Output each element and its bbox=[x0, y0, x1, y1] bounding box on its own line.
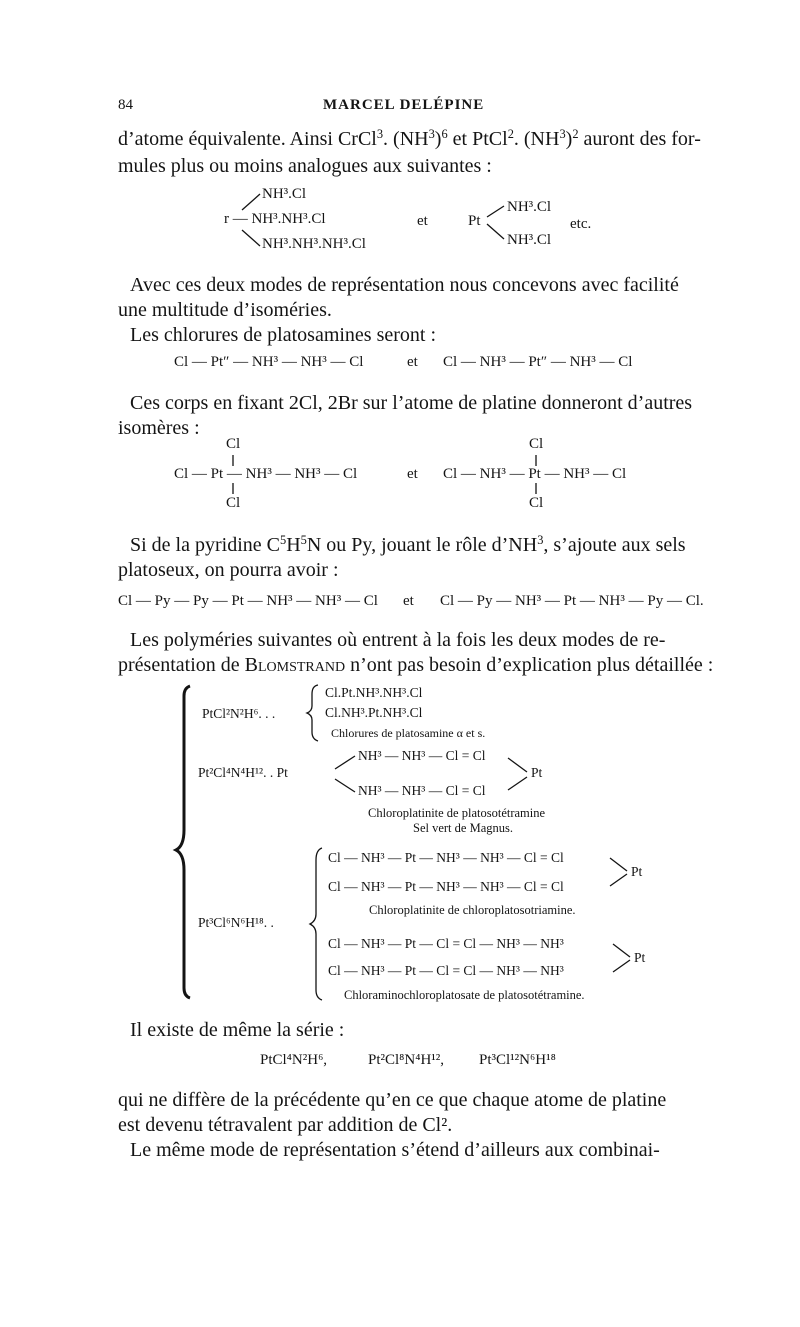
bond-g3a-up bbox=[610, 858, 627, 871]
formula5-c: Pt³Cl¹²N⁶H¹⁸ bbox=[479, 1052, 556, 1068]
para2-line3: Les chlorures de platosamines seront : bbox=[130, 324, 437, 346]
bond-pt-down bbox=[487, 224, 504, 239]
formula3-right: Cl — NH³ — Pt — NH³ — Cl bbox=[443, 466, 627, 482]
para5-line2: présentation de Blomstrand n’ont pas besoin d’explication plus détaillée : bbox=[118, 654, 714, 676]
bond-g2-left-down bbox=[335, 779, 355, 792]
para2-line2: une multitude d’isoméries. bbox=[118, 299, 332, 321]
group3-pt2: Pt bbox=[634, 950, 646, 965]
formula2-right: Cl — NH³ — Pt″ — NH³ — Cl bbox=[443, 354, 633, 370]
group1-line2: Cl.NH³.Pt.NH³.Cl bbox=[325, 705, 423, 720]
formula1-et: et bbox=[417, 213, 428, 229]
group3-caption1: Chloroplatinite de chloroplatosotriamine. bbox=[369, 903, 576, 917]
group3-pt1: Pt bbox=[631, 864, 643, 879]
bond-g2-right-up bbox=[508, 758, 527, 772]
formula3-cl-top-right: Cl bbox=[529, 436, 544, 452]
para4-line1: Si de la pyridine $C^5H^5N$ ou Py, jouant le rôle $d’NH^3$, s’ajoute aux sels bbox=[130, 533, 686, 556]
bond-g2-right-down bbox=[508, 777, 527, 790]
formula4-et: et bbox=[403, 593, 414, 609]
formula3-cl-top-left: Cl bbox=[226, 436, 241, 452]
formula1-r-top: NH³.Cl bbox=[262, 186, 307, 202]
para1-line1: d’atome équivalente. Ainsi CrCl$^3$. $(NH^3)^6$ et PtCl$^2$. $(NH^3)^2$ auront des for- bbox=[118, 127, 701, 150]
formula1-pt-top: NH³.Cl bbox=[507, 199, 552, 215]
group1-line1: Cl.Pt.NH³.NH³.Cl bbox=[325, 685, 423, 700]
brace-g1 bbox=[307, 685, 318, 741]
formula3-left: Cl — Pt — NH³ — NH³ — Cl bbox=[174, 466, 358, 482]
bond-r-down bbox=[242, 230, 260, 246]
formula5-a: PtCl⁴N²H⁶, bbox=[260, 1052, 328, 1068]
group1-label: PtCl²N²H⁶. . . bbox=[202, 706, 276, 721]
para5-line1: Les polyméries suivantes où entrent à la fois les deux modes de re- bbox=[130, 629, 666, 651]
outer-brace bbox=[176, 686, 190, 998]
group3-line1: Cl — NH³ — Pt — NH³ — NH³ — Cl = Cl bbox=[328, 850, 564, 865]
formula1-r-bottom: NH³.NH³.NH³.Cl bbox=[262, 236, 366, 252]
bond-r-up bbox=[242, 194, 260, 210]
bond-g2-left-up bbox=[335, 756, 355, 769]
para3-line1: Ces corps en fixant 2Cl, 2Br sur l’atome de platine donneront d’autres bbox=[130, 392, 693, 414]
group3-caption2: Chloraminochloroplatosate de platosotétramine. bbox=[344, 988, 585, 1002]
formula1-pt: Pt bbox=[468, 213, 481, 229]
running-title: MARCEL DELÉPINE bbox=[323, 97, 485, 113]
group3-line3: Cl — NH³ — Pt — Cl = Cl — NH³ — NH³ bbox=[328, 936, 564, 951]
bond-g3b-up bbox=[613, 944, 630, 957]
para3-line2: isomères : bbox=[118, 417, 200, 439]
formula4-right: Cl — Py — NH³ — Pt — NH³ — Py — Cl. bbox=[440, 593, 704, 609]
bond-g3a-down bbox=[610, 874, 627, 886]
group2-label: Pt²Cl⁴N⁴H¹². . Pt bbox=[198, 765, 288, 780]
group3-line4: Cl — NH³ — Pt — Cl = Cl — NH³ — NH³ bbox=[328, 963, 564, 978]
para7-line2: est devenu tétravalent par addition de Cl². bbox=[118, 1114, 453, 1136]
formula1-r-main: r — NH³.NH³.Cl bbox=[224, 211, 326, 227]
formula3-cl-bottom-left: Cl bbox=[226, 495, 241, 511]
formula5-b: Pt²Cl⁸N⁴H¹², bbox=[368, 1052, 445, 1068]
para7-line1: qui ne diffère de la précédente qu’en ce que chaque atome de platine bbox=[118, 1089, 667, 1111]
formula3-cl-bottom-right: Cl bbox=[529, 495, 544, 511]
group1-caption: Chlorures de platosamine α et s. bbox=[331, 726, 486, 740]
group2-pt: Pt bbox=[531, 765, 543, 780]
formula1-pt-bottom: NH³.Cl bbox=[507, 232, 552, 248]
bond-g3b-down bbox=[613, 960, 630, 972]
group2-caption2: Sel vert de Magnus. bbox=[413, 821, 513, 835]
page-number: 84 bbox=[118, 97, 133, 113]
formula2-et: et bbox=[407, 354, 418, 370]
para4-line2: platoseux, on pourra avoir : bbox=[118, 559, 339, 581]
group2-top: NH³ — NH³ — Cl = Cl bbox=[358, 748, 486, 763]
group2-caption1: Chloroplatinite de platosotétramine bbox=[368, 806, 546, 820]
brace-g3 bbox=[310, 848, 322, 1000]
group3-line2: Cl — NH³ — Pt — NH³ — NH³ — Cl = Cl bbox=[328, 879, 564, 894]
group3-label: Pt³Cl⁶N⁶H¹⁸. . bbox=[198, 915, 274, 930]
bond-pt-up bbox=[487, 206, 504, 217]
formula2-left: Cl — Pt″ — NH³ — NH³ — Cl bbox=[174, 354, 364, 370]
para7-line3: Le même mode de représentation s’étend d’ailleurs aux combinai- bbox=[130, 1139, 660, 1161]
para6-line1: Il existe de même la série : bbox=[130, 1019, 345, 1041]
group2-bottom: NH³ — NH³ — Cl = Cl bbox=[358, 783, 486, 798]
formula3-et: et bbox=[407, 466, 418, 482]
para2-line1: Avec ces deux modes de représentation nous concevons avec facilité bbox=[130, 274, 679, 296]
para1-line2: mules plus ou moins analogues aux suivantes : bbox=[118, 155, 492, 177]
formula1-etc: etc. bbox=[570, 216, 592, 232]
formula4-left: Cl — Py — Py — Pt — NH³ — NH³ — Cl bbox=[118, 593, 378, 609]
